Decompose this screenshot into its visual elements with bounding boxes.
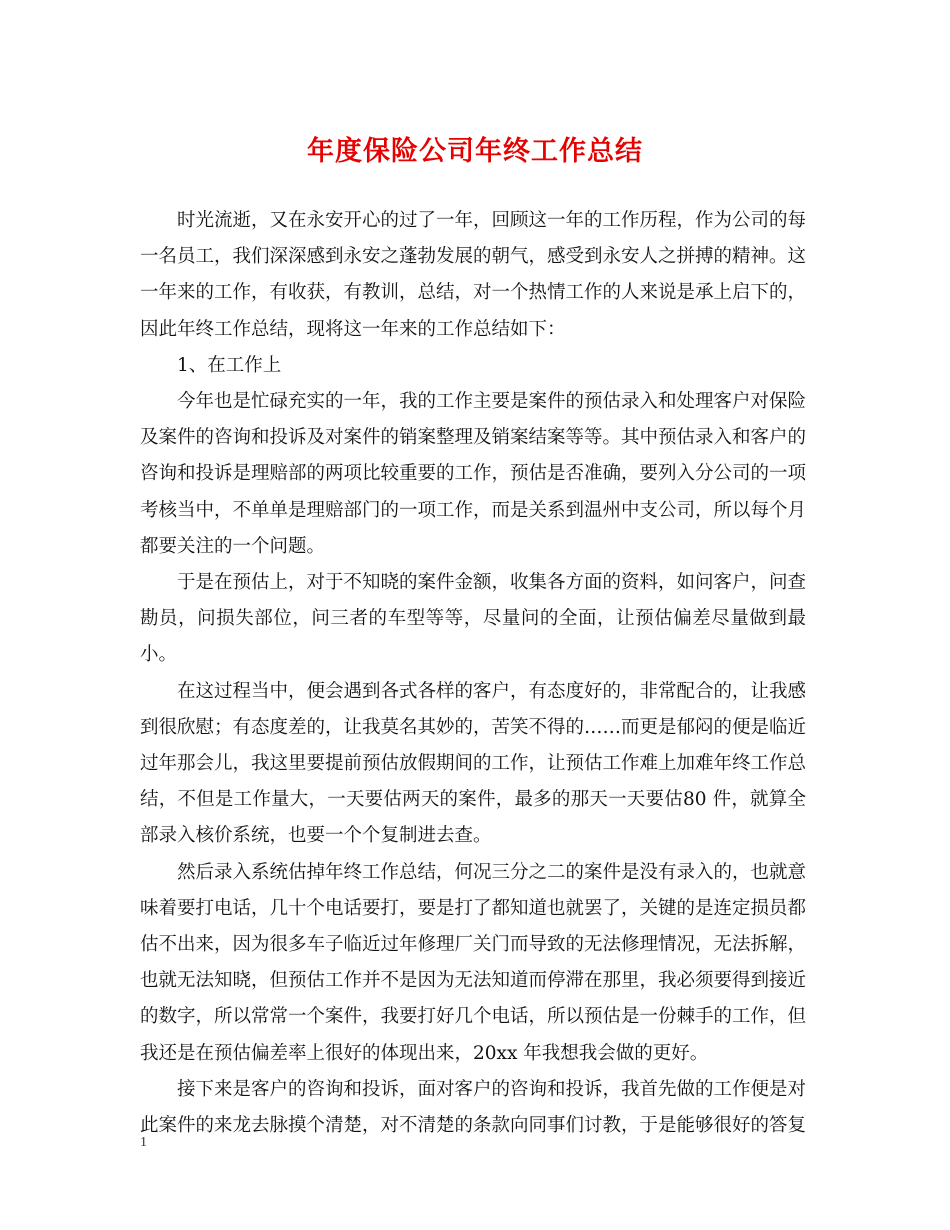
paragraph-system-entry: 然后录入系统估掉年终工作总结，何况三分之二的案件是没有录入的，也就意味着要打电话，几十个电话要打，要是打了都知道也就罢了，关键的是连定损员都估不出来，因为很多车子临近过年修理厂关门而导致的无法修理情况，无法拆解，也就无法知晓，但预估工作并不是因为无法知道而停滞在那里，我必须要得到接近的数字，所以常常一个案件，我要打好几个电话，所以预估是一份棘手的工作，但我还是在预估偏差率上很好的体现出来，20xx 年我想我会做的更好。	[140, 861, 807, 1064]
paragraph-intro: 时光流逝，又在永安开心的过了一年，回顾这一年的工作历程，作为公司的每一名员工，我们深深感到永安之蓬勃发展的朝气，感受到永安人之拼搏的精神。这一年来的工作，有收获，有教训，总结，对一个热情工作的人来说是承上启下的，因此年终工作总结，现将这一年来的工作总结如下：	[140, 210, 807, 340]
paragraph-work-overview: 今年也是忙碌充实的一年，我的工作主要是案件的预估录入和处理客户对保险及案件的咨询和投诉及对案件的销案整理及销案结案等等。其中预估录入和客户的咨询和投诉是理赔部的两项比较重要的工作，预估是否准确，要列入分公司的一项考核当中，不单单是理赔部门的一项工作，而是关系到温州中支公司，所以每个月都要关注的一个问题。	[140, 391, 807, 557]
paragraph-estimation: 于是在预估上，对于不知晓的案件金额，收集各方面的资料，如问客户，问查勘员，问损失部位，问三者的车型等等，尽量问的全面，让预估偏差尽量做到最小。	[140, 572, 807, 666]
page-number: 1	[140, 1135, 147, 1150]
section-heading-work: 1、在工作上	[177, 354, 282, 376]
paragraph-inquiries: 接下来是客户的咨询和投诉，面对客户的咨询和投诉，我首先做的工作便是对此案件的来龙去脉摸个清楚，对不清楚的条款向同事们讨教，于是能够很好的答复	[140, 1078, 807, 1137]
paragraph-customers: 在这过程当中，便会遇到各式各样的客户，有态度好的，非常配合的，让我感到很欣慰；有态度差的，让我莫名其妙的，苦笑不得的……而更是郁闷的便是临近过年那会儿，我这里要提前预估放假期间的工作，让预估工作难上加难年终工作总结，不但是工作量大，一天要估两天的案件，最多的那天一天要估80 件，就算全部录入核价系统，也要一个个复制进去查。	[140, 680, 807, 847]
document-title: 年度保险公司年终工作总结	[307, 136, 643, 167]
document-body	[140, 203, 806, 1144]
